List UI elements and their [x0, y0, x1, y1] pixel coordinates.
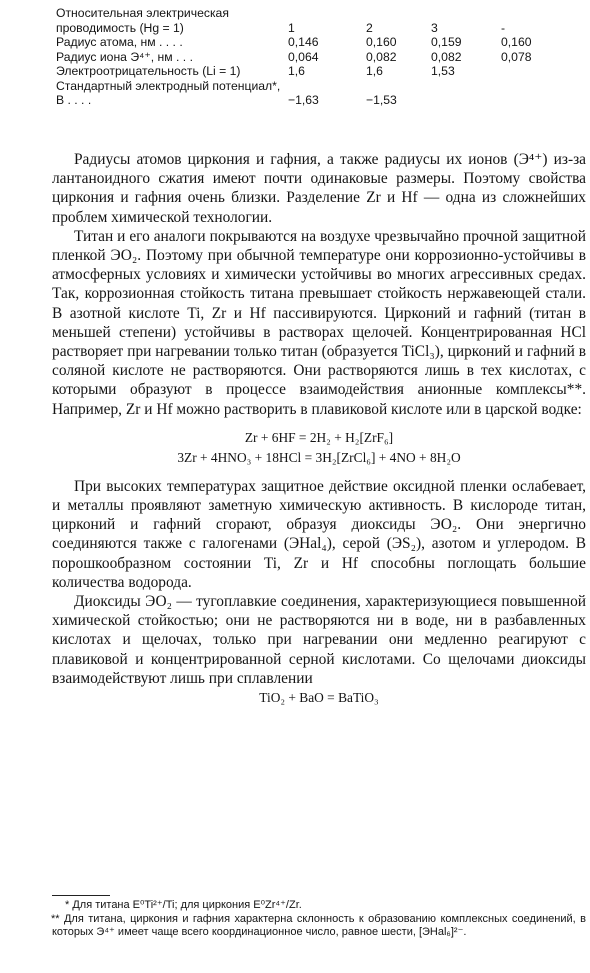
row-value: - — [501, 20, 506, 35]
row-value: −1,53 — [366, 93, 397, 107]
row-value — [431, 79, 501, 108]
equation-block — [52, 428, 586, 468]
equation-tio2-bao: TiO₂ + BaO = BaTiO₃ — [259, 690, 379, 706]
row-value: 0,082 — [366, 49, 397, 64]
row-value: 0,160 — [366, 35, 397, 49]
row-value: 0,159 — [431, 35, 462, 49]
row-value: 0,078 — [501, 49, 532, 64]
footnote-2: ** Для титана, циркония и гафния характерна склонность к образованию комплексных соединений, в которых Э⁴⁺ имеет чаще всего координационное число, равное шести, [ЭHal₆]²⁻. — [51, 912, 586, 939]
paragraph-dioxides: Диоксиды ЭО₂ — тугоплавкие соединения, характеризующиеся повышенной химической стойкостью; они не растворяются ни в воде, ни в разбавленных кислотах и щелочах, только при нагревании они медленно реагируют с плавиковой и концентрированной серной кислотами. Со щелочами диоксиды взаимодействуют лишь при сплавлении — [52, 593, 586, 687]
paragraph-zr-hf-radii: Радиусы атомов циркония и гафния, а также радиусы их ионов (Э⁴⁺) из-за лантаноидного сжатия имеют почти одинаковые размеры. Поэтому свойства циркония и гафния очень близки. Разделение Zr и Hf — одна из сложнейших проблем химической технологии. — [52, 151, 586, 226]
row-value: 1,53 — [431, 64, 455, 78]
paragraph-high-temperature: При высоких температурах защитное действие оксидной пленки ослабевает, и металлы проявляют заметную химическую активность. В кислороде титан, цирконий и гафний сгорают, образуя диоксиды ЭО₂. Они энергично соединяются также с галогенами (ЭHal₄), серой (ЭS₂), азотом и углеродом. В порошкообразном состоянии Ti, Zr и Hf способны поглощать большие количества водорода. — [52, 477, 586, 591]
row-label: Электроотрицательность (Li = 1) — [56, 64, 241, 78]
table-row — [56, 50, 576, 65]
properties-table — [56, 6, 576, 108]
equation-zr-aqua-regia: 3Zr + 4HNO₃ + 18HCl = 3H₂[ZrCl₆] + 4NO + 8H₂O — [177, 449, 461, 465]
row-value: 0,082 — [431, 49, 462, 64]
row-value: 0,160 — [501, 35, 532, 49]
row-value: 2 — [366, 20, 373, 35]
table-row — [56, 35, 576, 50]
row-value: 1,6 — [366, 64, 383, 78]
table-row — [56, 64, 576, 79]
row-value — [501, 64, 576, 79]
equation-zr-hf: Zr + 6HF = 2H₂ + H₂[ZrF₆] — [244, 429, 394, 445]
row-value: 3 — [431, 20, 438, 35]
table-row — [56, 79, 576, 108]
paragraph-corrosion: Титан и его аналоги покрываются на воздухе чрезвычайно прочной защитной пленкой ЭО₂. Поэтому при обычной температуре они коррозионно-устойчивы в атмосферных условиях и химически устойчивы во многих агрессивных средах. Так, коррозионная стойкость титана превышает стойкость нержавеющей стали. В азотной кислоте Ti, Zr и Hf пассивируются. Цирконий и гафний (титан в меньшей степени) устойчивы в растворах щелочей. Концентрированная HCl растворяет при нагревании только титан (образуется TiCl₃), цирконий и гафний в соляной кислоте не растворяются. Они растворяются лишь в тех кислотах, с которыми образуют в процессе взаимодействия анионные комплексы**. Например, Zr и Hf можно растворить в плавиковой кислоте или в царской водке: — [52, 227, 586, 418]
row-value: 0,064 — [288, 49, 319, 64]
row-value — [501, 79, 576, 108]
row-value: 1 — [288, 20, 295, 35]
main-text — [52, 150, 586, 708]
footnote-divider — [52, 895, 110, 896]
row-value: 0,146 — [288, 35, 319, 49]
row-label: Стандартный электродный потенциал*, В . . . . — [56, 78, 281, 107]
table-row — [56, 6, 576, 35]
row-value: 1,6 — [288, 64, 305, 78]
footnote-1: * Для титана E⁰Ti²⁺/Ti; для циркония E⁰Zr⁴⁺/Zr. — [65, 899, 302, 911]
footnotes — [52, 899, 586, 940]
row-value: −1,63 — [288, 93, 319, 107]
row-label: Радиус атома, нм . . . . — [56, 35, 183, 49]
row-label: Относительная электрическая проводимость (Hg = 1) — [56, 6, 229, 35]
row-label: Радиус иона Э⁴⁺, нм . . . — [56, 49, 193, 64]
